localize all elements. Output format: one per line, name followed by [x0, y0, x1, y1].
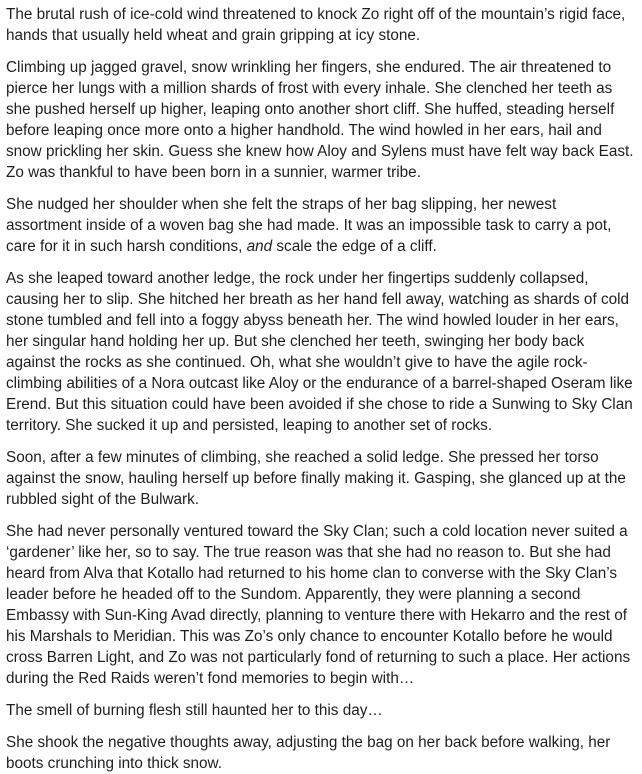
paragraph-3-text-before: She nudged her shoulder when she felt the straps of her bag slipping, her newest assortment inside of a woven bag she had made. It was an impossible task to carry a pot, care for it in such harsh conditions,: [6, 196, 612, 255]
paragraph-1: The brutal rush of ice-cold wind threatened to knock Zo right off of the mountain’s rigid face, hands that usually held wheat and grain gripping at icy stone.: [6, 6, 626, 44]
paragraph-5: Soon, after a few minutes of climbing, she reached a solid ledge. She pressed her torso against the snow, hauling herself up before finally making it. Gasping, she glanced up at the rubbled sight of the Bulwark.: [6, 449, 626, 508]
paragraph-4: As she leaped toward another ledge, the rock under her fingertips suddenly collapsed, causing her to slip. She hitched her breath as her hand fell away, watching as shards of cold stone tumbled and fell into a foggy abyss beneath her. The wind howled louder in her ears, her singular hand holding her up. But she clenched her teeth, swinging her body back against the rocks as she continued. Oh, what she wouldn’t give to have the agile rock-climbing abilities of a Nora outcast like Aloy or the endurance of a barrel-shaped Oseram like Erend. But this situation could have been avoided if she chose to ride a Sunwing to Sky Clan territory. She sucked it up and persisted, leaping to another set of rocks.: [6, 270, 633, 434]
paragraph-2: Climbing up jagged gravel, snow wrinkling her fingers, she endured. The air threatened to pierce her lungs with a million shards of frost with every inhale. She clenched her teeth as she pushed herself up higher, leaping onto another short cliff. She huffed, steading herself before leaping once more onto a higher handhold. The wind howled in her ears, hail and snow prickling her skin. Guess she knew how Aloy and Sylens must have felt way back East. Zo was thankful to have been born in a sunnier, warmer tribe.: [6, 59, 634, 181]
paragraph-3-emphasis: and: [246, 238, 273, 255]
paragraph-6: She had never personally ventured toward the Sky Clan; such a cold location never suited a ‘gardener’ like her, so to say. The true reason was that she had no reason to. But she had heard from Alva that Kotallo had returned to his home clan to converse with the Sky Clan’s leader before he headed off to the Sundom. Apparently, they were planning a second Embassy with Sun-King Avad directly, planning to venture there with Hekarro and the rest of his Marshals to Meridian. This was Zo’s only chance to encounter Kotallo before he would cross Barren Light, and Zo was not particularly fond of returning to such a place. Her actions during the Red Raids weren’t fond memories to begin with…: [6, 523, 631, 687]
paragraph-7: The smell of burning flesh still haunted her to this day…: [6, 702, 383, 719]
paragraph-8: She shook the negative thoughts away, adjusting the bag on her back before walking, her boots crunching into thick snow.: [6, 734, 611, 772]
paragraph-3-text-after: scale the edge of a cliff.: [272, 238, 437, 255]
paragraph-3: [6, 194, 636, 257]
